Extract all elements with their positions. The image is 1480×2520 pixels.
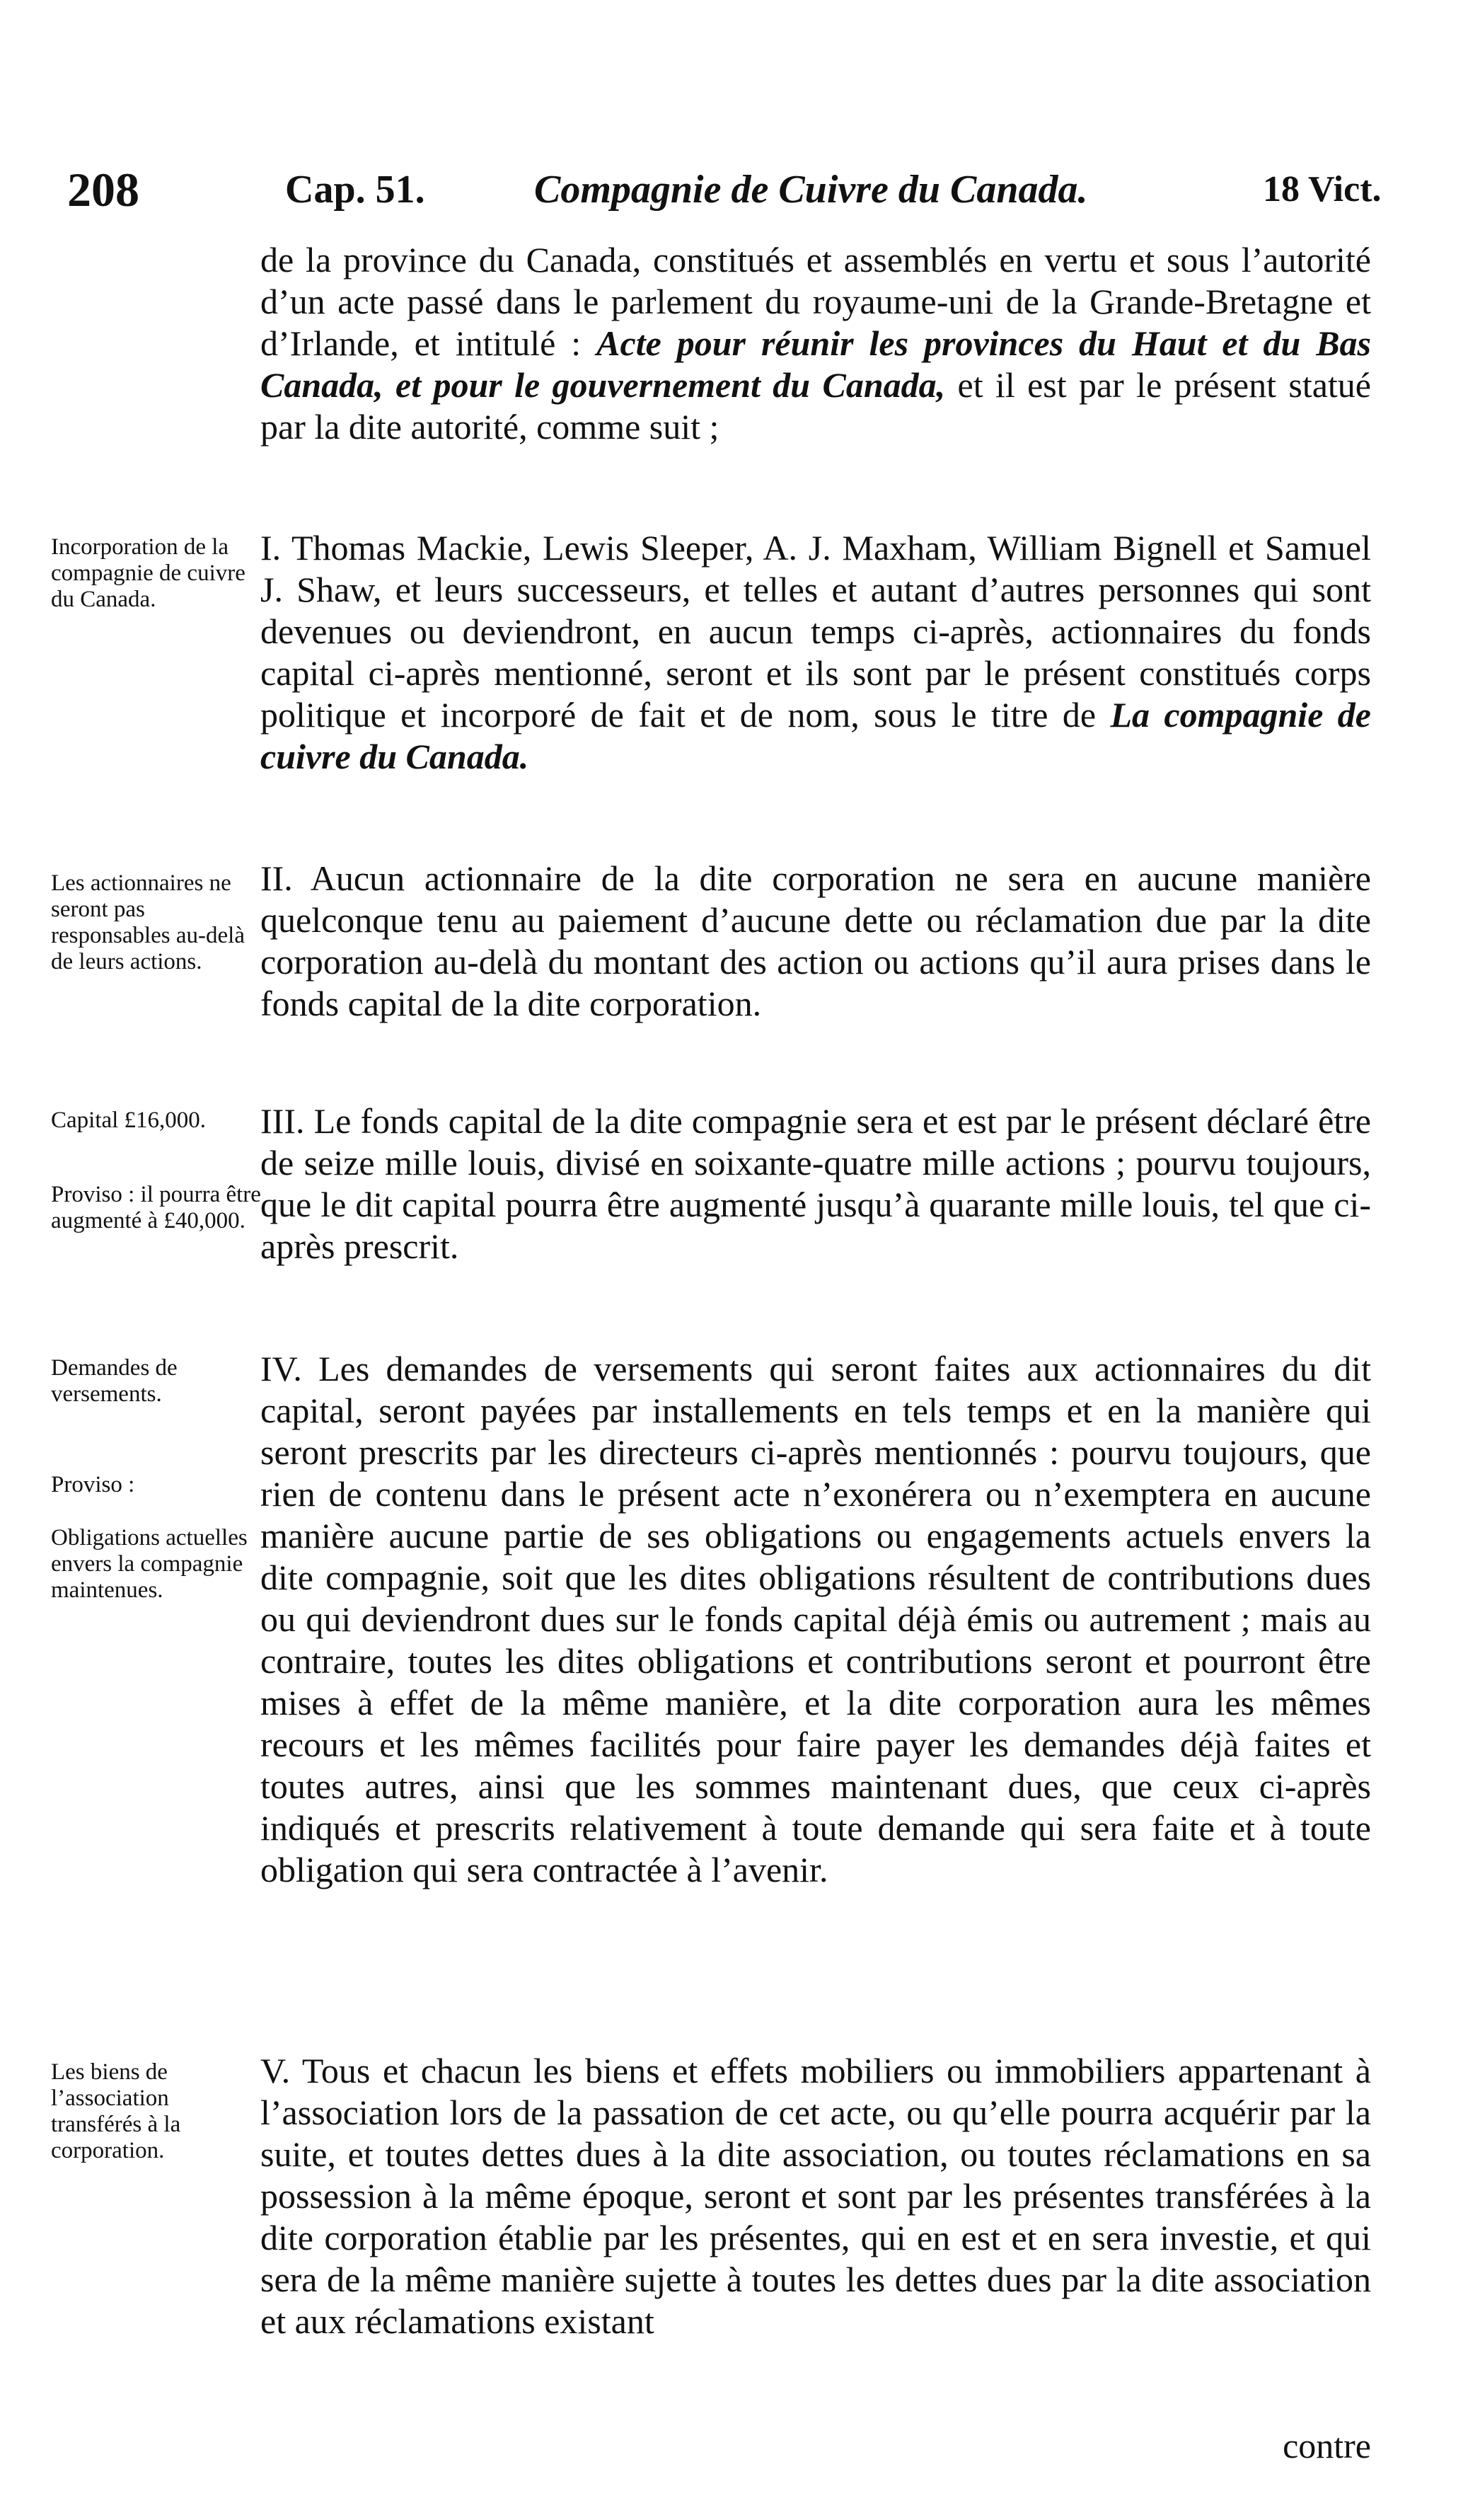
page-number: 208 [67, 163, 139, 217]
running-header [67, 161, 1404, 218]
regnal-year: 18 Vict. [1263, 169, 1382, 209]
margin-note-capital: Capital £16,000. [51, 1107, 207, 1133]
section-3: III. Le fonds capital de la dite compagnie sera et est par le présent déclaré être de seize mille louis, divisé en soixante-quatre mille actions ; pourvu toujours, que le dit capital pourra être augmenté jusqu’à quarante mille louis, tel que ci-après prescrit. [260, 1101, 1371, 1266]
section-1-company-name: La compagnie de cuivre du Canada. [260, 695, 1371, 776]
chapter-label: Cap. 51. [285, 168, 425, 212]
section-2: II. Aucun actionnaire de la dite corporation ne sera en aucune manière quelconque tenu au paiement d’aucune dette ou réclamation due par la dite corporation au-delà du montant des action ou actions qu’il aura prises dans le fonds capital de la dite corporation. [260, 858, 1371, 1023]
preamble-text: de la province du Canada, constitués et assemblés en vertu et sous l’autorité d’un acte passé dans le parlement du royaume-uni de la Grande-Bretagne et d’Irlande, et intitulé : [260, 240, 1371, 363]
section-1 [260, 527, 1371, 778]
preamble-act-title: Acte pour réunir les provinces du Haut et du Bas Canada, et pour le gouvernement du Canada, [260, 323, 1372, 405]
margin-note-proviso: Proviso : [51, 1472, 135, 1497]
running-title: Compagnie de Cuivre du Canada. [534, 168, 1088, 212]
section-5: V. Tous et chacun les biens et effets mobiliers ou immobiliers appartenant à l’association lors de la passation de cet acte, ou qu’elle pourra acquérir par la suite, et toutes dettes dues à la dite association, ou toutes réclamations en sa possession à la même époque, seront et sont par les présentes transférées à la dite corporation établie par les présentes, qui en est et en sera investie, et qui sera de la même manière sujette à toutes les dettes dues par la dite association et aux réclamations existant [260, 2051, 1371, 2341]
margin-note-capital-proviso: Proviso : il pourra être augmenté à £40,000. [51, 1182, 261, 1233]
margin-note-obligations: Obligations actuelles envers la compagnie maintenues. [51, 1525, 248, 1603]
section-1-text: I. Thomas Mackie, Lewis Sleeper, A. J. Maxham, William Bignell et Samuel J. Shaw, et leurs successeurs, et telles et autant d’autres personnes qui sont devenues ou deviendront, en aucun temps ci-après, actionnaires du fonds capital ci-après mentionné, seront et ils sont par le présent constitués corps politique et incorporé de fait et de nom, sous le titre de [260, 528, 1371, 735]
margin-note-incorporation: Incorporation de la compagnie de cuivre du Canada. [51, 534, 245, 612]
preamble-tail: et il est par le présent statué par la dite autorité, comme suit ; [260, 365, 1371, 447]
margin-note-calls: Demandes de versements. [51, 1355, 178, 1407]
catchword: contre [1283, 2426, 1371, 2466]
preamble-paragraph [260, 239, 1371, 448]
section-4: IV. Les demandes de versements qui seront faites aux actionnaires du dit capital, seront payées par installements en tels temps et en la manière qui seront prescrits par les directeurs ci-après mentionnés : pourvu toujours, que rien de contenu dans le présent acte n’exonérera ou n’exemptera en aucune manière aucune partie de ses obligations ou engagements actuels envers la dite compagnie, soit que les dites obligations résultent de contributions dues ou qui deviendront dues sur le fonds capital déjà émis ou autrement ; mais au contraire, toutes les dites obligations et contributions seront et pourront être mises à effet de la même manière, et la dite corporation aura les mêmes recours et les mêmes facilités pour faire payer les demandes déjà faites et toutes autres, ainsi que les sommes maintenant dues, que ceux ci-après indiqués et prescrits relativement à toute demande qui sera faite et à toute obligation qui sera contractée à l’avenir. [260, 1349, 1371, 1889]
margin-note-property: Les biens de l’association transférés à la corporation. [51, 2059, 181, 2163]
margin-note-shareholders: Les actionnaires ne seront pas responsables au-delà de leurs actions. [51, 870, 245, 974]
